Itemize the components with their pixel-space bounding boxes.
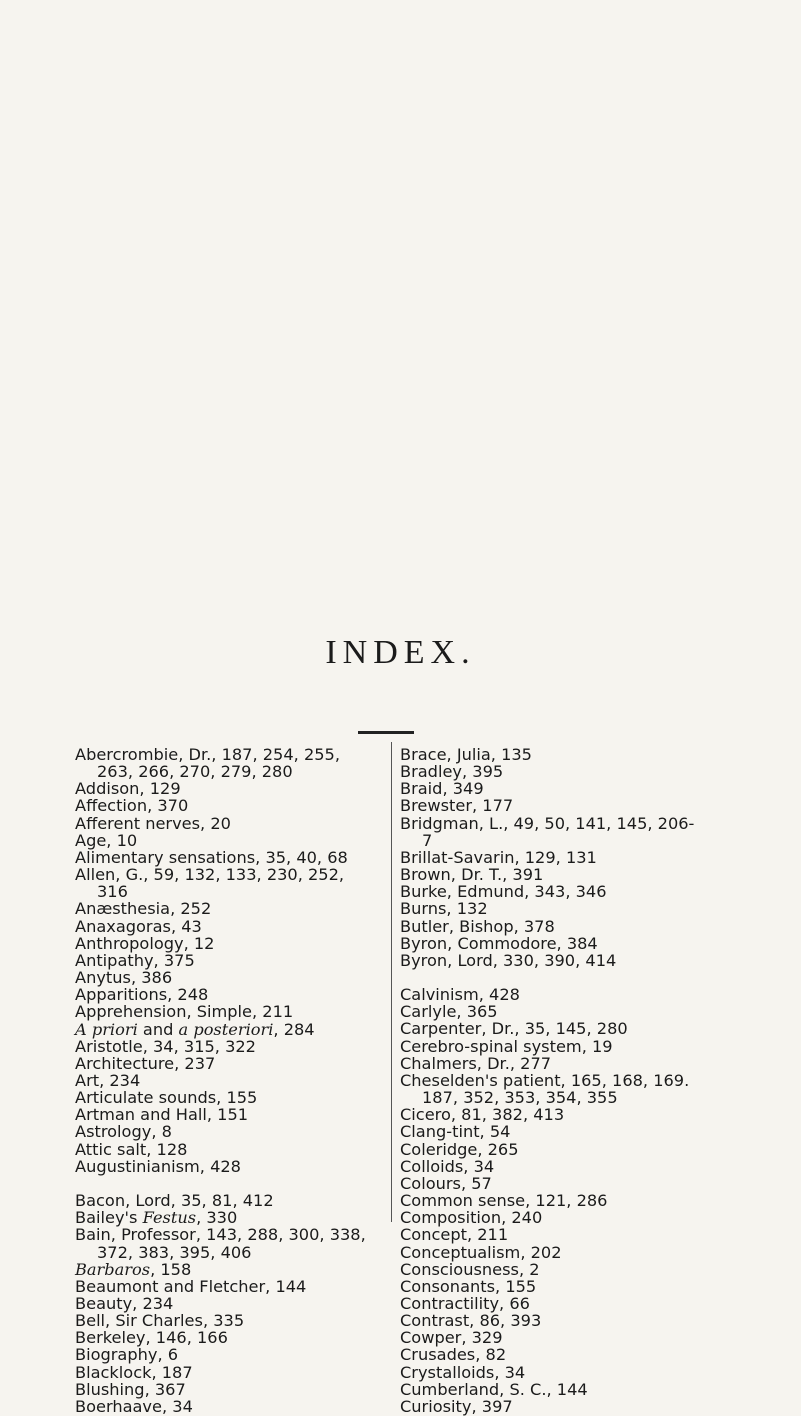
title-rule xyxy=(358,731,414,734)
index-entry: Burke, Edmund, 343, 346 xyxy=(400,882,607,902)
index-entry: Bailey's Festus, 330 xyxy=(75,1208,238,1228)
index-entry: Apprehension, Simple, 211 xyxy=(75,1002,294,1022)
index-entry: Brillat-Savarin, 129, 131 xyxy=(400,847,597,867)
index-entry: Boerhaave, 34 xyxy=(75,1396,193,1416)
index-entry-continuation: 372, 383, 395, 406 xyxy=(97,1242,252,1262)
index-entry: Beaumont and Fletcher, 144 xyxy=(75,1276,307,1296)
index-entry: Braid, 349 xyxy=(400,779,484,799)
index-entry: Burns, 132 xyxy=(400,899,488,919)
index-entry: Colours, 57 xyxy=(400,1173,492,1193)
index-entry: Architecture, 237 xyxy=(75,1053,216,1073)
index-entry: Crusades, 82 xyxy=(400,1345,507,1365)
page-title: INDEX. xyxy=(325,634,476,671)
index-entry: Colloids, 34 xyxy=(400,1156,495,1176)
index-entry: Common sense, 121, 286 xyxy=(400,1191,608,1211)
index-entry: Allen, G., 59, 132, 133, 230, 252, xyxy=(75,865,345,885)
index-entry: Cumberland, S. C., 144 xyxy=(400,1379,588,1399)
index-entry: Consonants, 155 xyxy=(400,1276,537,1296)
index-entry: Cheselden's patient, 165, 168, 169. xyxy=(400,1070,690,1090)
index-left-column xyxy=(75,746,385,1415)
index-entry: Affection, 370 xyxy=(75,796,189,816)
index-entry: Anthropology, 12 xyxy=(75,933,215,953)
index-entry: Aristotle, 34, 315, 322 xyxy=(75,1036,256,1056)
index-entry: Cerebro-spinal system, 19 xyxy=(400,1036,613,1056)
index-entry: Crystalloids, 34 xyxy=(400,1362,526,1382)
index-entry-continuation: 316 xyxy=(97,882,128,902)
index-entry: Artman and Hall, 151 xyxy=(75,1105,249,1125)
index-entry: Blacklock, 187 xyxy=(75,1362,193,1382)
index-entry: Bridgman, L., 49, 50, 141, 145, 206- xyxy=(400,813,695,833)
index-entry: Concept, 211 xyxy=(400,1225,509,1245)
index-entry: Contractility, 66 xyxy=(400,1293,530,1313)
index-entry: Antipathy, 375 xyxy=(75,950,195,970)
index-entry: Bacon, Lord, 35, 81, 412 xyxy=(75,1191,274,1211)
index-entry: Brace, Julia, 135 xyxy=(400,745,532,764)
index-entry: Beauty, 234 xyxy=(75,1293,174,1313)
index-entry: Byron, Commodore, 384 xyxy=(400,933,598,953)
index-entry: Conceptualism, 202 xyxy=(400,1242,562,1262)
index-entry: Abercrombie, Dr., 187, 254, 255, xyxy=(75,745,340,764)
index-entry: Blushing, 367 xyxy=(75,1379,186,1399)
index-entry-continuation: 187, 352, 353, 354, 355 xyxy=(422,1088,618,1108)
index-entry: Bradley, 395 xyxy=(400,762,504,782)
index-entry: Barbaros, 158 xyxy=(75,1259,192,1279)
index-entry: Biography, 6 xyxy=(75,1345,179,1365)
index-entry: Contrast, 86, 393 xyxy=(400,1311,542,1331)
index-entry: Astrology, 8 xyxy=(75,1122,172,1142)
index-entry: Cicero, 81, 382, 413 xyxy=(400,1105,565,1125)
index-entry: Carpenter, Dr., 35, 145, 280 xyxy=(400,1019,628,1039)
index-entry: Articulate sounds, 155 xyxy=(75,1088,258,1108)
index-entry: Anaxagoras, 43 xyxy=(75,916,202,936)
index-entry: Bell, Sir Charles, 335 xyxy=(75,1311,245,1331)
index-entry: Age, 10 xyxy=(75,830,138,850)
index-entry: Alimentary sensations, 35, 40, 68 xyxy=(75,847,348,867)
index-entry: Calvinism, 428 xyxy=(400,985,520,1005)
index-entry: Afferent nerves, 20 xyxy=(75,813,231,833)
index-entry: Chalmers, Dr., 277 xyxy=(400,1053,552,1073)
column-divider xyxy=(391,742,392,1222)
index-entry: Brewster, 177 xyxy=(400,796,514,816)
index-entry: A priori and a posteriori, 284 xyxy=(75,1019,315,1039)
index-entry: Anytus, 386 xyxy=(75,968,173,988)
index-entry: Art, 234 xyxy=(75,1070,141,1090)
index-entry: Curiosity, 397 xyxy=(400,1396,513,1416)
index-entry: Brown, Dr. T., 391 xyxy=(400,865,544,885)
index-entry: Byron, Lord, 330, 390, 414 xyxy=(400,950,617,970)
index-entry: Addison, 129 xyxy=(75,779,181,799)
index-entry: Composition, 240 xyxy=(400,1208,543,1228)
index-entry: Anæsthesia, 252 xyxy=(75,899,212,919)
index-right-column xyxy=(400,746,785,1415)
index-entry-continuation: 7 xyxy=(422,830,433,850)
index-entry: Coleridge, 265 xyxy=(400,1139,519,1159)
index-entry-continuation: 263, 266, 270, 279, 280 xyxy=(97,762,293,782)
index-entry: Apparitions, 248 xyxy=(75,985,209,1005)
index-entry: Augustinianism, 428 xyxy=(75,1156,241,1176)
index-entry: Consciousness, 2 xyxy=(400,1259,540,1279)
index-entry: Butler, Bishop, 378 xyxy=(400,916,555,936)
index-entry: Bain, Professor, 143, 288, 300, 338, xyxy=(75,1225,366,1245)
index-entry: Carlyle, 365 xyxy=(400,1002,498,1022)
index-entry: Cowper, 329 xyxy=(400,1328,503,1348)
index-entry: Berkeley, 146, 166 xyxy=(75,1328,228,1348)
index-entry: Attic salt, 128 xyxy=(75,1139,188,1159)
index-entry: Clang-tint, 54 xyxy=(400,1122,511,1142)
